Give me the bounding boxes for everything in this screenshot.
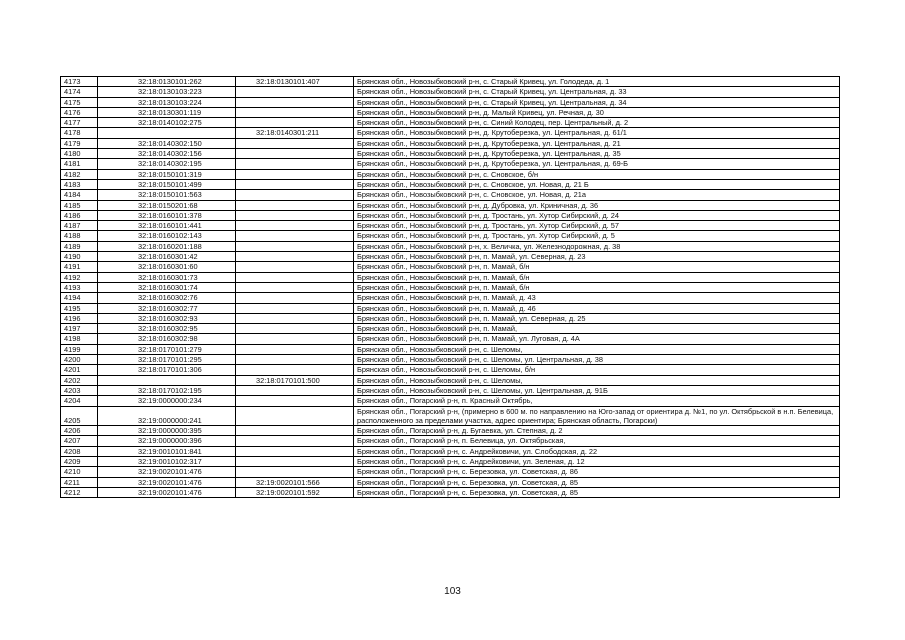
row-number-cell: 4196	[61, 313, 98, 323]
linked-cadastral-number-cell	[236, 241, 354, 251]
cadastral-number-cell: 32:19:0000000:241	[98, 406, 236, 426]
cadastral-number-cell: 32:18:0160301:73	[98, 272, 236, 282]
cadastral-number-cell	[98, 375, 236, 385]
row-number-cell: 4175	[61, 97, 98, 107]
table-row	[61, 487, 840, 497]
row-number-cell: 4195	[61, 303, 98, 313]
linked-cadastral-number-cell	[236, 313, 354, 323]
table-row	[61, 77, 840, 87]
row-number-cell: 4176	[61, 107, 98, 117]
cadastral-number-cell: 32:18:0170101:295	[98, 355, 236, 365]
linked-cadastral-number-cell	[236, 344, 354, 354]
linked-cadastral-number-cell	[236, 324, 354, 334]
row-number-cell: 4205	[61, 406, 98, 426]
address-cell: Брянская обл., Новозыбковский р-н, д. Дубровка, ул. Криничная, д. 36	[354, 200, 840, 210]
cadastral-number-cell: 32:18:0150101:499	[98, 179, 236, 189]
table-row	[61, 97, 840, 107]
table-row	[61, 456, 840, 466]
address-cell: Брянская обл., Новозыбковский р-н, с. Синий Колодец, пер. Центральный, д. 2	[354, 118, 840, 128]
address-cell: Брянская обл., Погарский р-н, с. Андрейковичи, ул. Зеленая, д. 12	[354, 456, 840, 466]
linked-cadastral-number-cell	[236, 365, 354, 375]
cadastral-number-cell: 32:19:0010102:317	[98, 456, 236, 466]
table-row	[61, 334, 840, 344]
table-row	[61, 128, 840, 138]
address-cell: Брянская обл., Новозыбковский р-н, п. Мамай, ул. Северная, д. 25	[354, 313, 840, 323]
address-cell: Брянская обл., Новозыбковский р-н, с. Шеломы,	[354, 375, 840, 385]
table-row	[61, 190, 840, 200]
table-row	[61, 200, 840, 210]
table-row	[61, 210, 840, 220]
cadastral-number-cell: 32:19:0000000:234	[98, 396, 236, 406]
linked-cadastral-number-cell	[236, 293, 354, 303]
address-cell: Брянская обл., Новозыбковский р-н, д. Тростань, ул. Хутор Сибирский, д. 5	[354, 231, 840, 241]
page-number: 103	[444, 586, 461, 597]
row-number-cell: 4174	[61, 87, 98, 97]
linked-cadastral-number-cell	[236, 149, 354, 159]
address-cell: Брянская обл., Новозыбковский р-н, п. Мамай, б/н	[354, 282, 840, 292]
table-row	[61, 467, 840, 477]
table-row	[61, 396, 840, 406]
row-number-cell: 4188	[61, 231, 98, 241]
row-number-cell: 4203	[61, 385, 98, 395]
cadastral-number-cell: 32:18:0140302:195	[98, 159, 236, 169]
linked-cadastral-number-cell	[236, 334, 354, 344]
address-cell: Брянская обл., Новозыбковский р-н, с. Старый Кривец, ул. Центральная, д. 34	[354, 97, 840, 107]
address-cell: Брянская обл., Погарский р-н, п. Красный Октябрь,	[354, 396, 840, 406]
table-row	[61, 138, 840, 148]
address-cell: Брянская обл., Новозыбковский р-н, с. Сновское, б/н	[354, 169, 840, 179]
table-row	[61, 262, 840, 272]
linked-cadastral-number-cell	[236, 303, 354, 313]
linked-cadastral-number-cell	[236, 159, 354, 169]
row-number-cell: 4200	[61, 355, 98, 365]
linked-cadastral-number-cell	[236, 87, 354, 97]
linked-cadastral-number-cell: 32:19:0020101:566	[236, 477, 354, 487]
address-cell: Брянская обл., Погарский р-н, (примерно в 600 м. по направлению на Юго-запад от ориентира д. №1, по ул. Октябрьской в н.п. Белевица, расположенного за пределами участка, адрес ориентира; Брянская область, Погарски)	[354, 406, 840, 426]
table-row	[61, 231, 840, 241]
linked-cadastral-number-cell	[236, 200, 354, 210]
address-cell: Брянская обл., Новозыбковский р-н, п. Мамай, б/н	[354, 272, 840, 282]
address-cell: Брянская обл., Новозыбковский р-н, д. Малый Кривец, ул. Речная, д. 30	[354, 107, 840, 117]
address-cell: Брянская обл., Новозыбковский р-н, с. Сновское, ул. Новая, д. 21 Б	[354, 179, 840, 189]
address-cell: Брянская обл., Новозыбковский р-н, с. Старый Кривец, ул. Голодеда, д. 1	[354, 77, 840, 87]
table-row	[61, 446, 840, 456]
linked-cadastral-number-cell	[236, 446, 354, 456]
linked-cadastral-number-cell	[236, 262, 354, 272]
table-row	[61, 241, 840, 251]
cadastral-number-cell: 32:18:0160302:95	[98, 324, 236, 334]
property-register-table	[60, 76, 840, 498]
cadastral-number-cell: 32:18:0170101:306	[98, 365, 236, 375]
linked-cadastral-number-cell	[236, 456, 354, 466]
address-cell: Брянская обл., Новозыбковский р-н, п. Мамай, ул. Луговая, д. 4А	[354, 334, 840, 344]
row-number-cell: 4193	[61, 282, 98, 292]
linked-cadastral-number-cell	[236, 436, 354, 446]
cadastral-number-cell: 32:19:0020101:476	[98, 487, 236, 497]
linked-cadastral-number-cell	[236, 118, 354, 128]
address-cell: Брянская обл., Новозыбковский р-н, д. Крутоберезка, ул. Центральная, д. 21	[354, 138, 840, 148]
table-row	[61, 149, 840, 159]
address-cell: Брянская обл., Новозыбковский р-н, с. Шеломы, б/н	[354, 365, 840, 375]
table-row	[61, 252, 840, 262]
table-row	[61, 426, 840, 436]
cadastral-number-cell: 32:18:0150101:563	[98, 190, 236, 200]
table-row	[61, 159, 840, 169]
cadastral-number-cell: 32:18:0160301:42	[98, 252, 236, 262]
row-number-cell: 4212	[61, 487, 98, 497]
table-row	[61, 406, 840, 426]
linked-cadastral-number-cell	[236, 107, 354, 117]
row-number-cell: 4197	[61, 324, 98, 334]
linked-cadastral-number-cell	[236, 169, 354, 179]
address-cell: Брянская обл., Новозыбковский р-н, п. Мамай, ул. Северная, д. 23	[354, 252, 840, 262]
linked-cadastral-number-cell: 32:18:0170101:500	[236, 375, 354, 385]
table-row	[61, 355, 840, 365]
row-number-cell: 4180	[61, 149, 98, 159]
table-row	[61, 221, 840, 231]
cadastral-number-cell: 32:19:0000000:395	[98, 426, 236, 436]
row-number-cell: 4185	[61, 200, 98, 210]
cadastral-number-cell: 32:18:0170101:279	[98, 344, 236, 354]
cadastral-number-cell: 32:18:0130103:224	[98, 97, 236, 107]
table-row	[61, 385, 840, 395]
row-number-cell: 4181	[61, 159, 98, 169]
address-cell: Брянская обл., Новозыбковский р-н, п. Мамай, д. 43	[354, 293, 840, 303]
table-row	[61, 375, 840, 385]
table-row	[61, 87, 840, 97]
row-number-cell: 4210	[61, 467, 98, 477]
row-number-cell: 4202	[61, 375, 98, 385]
row-number-cell: 4186	[61, 210, 98, 220]
row-number-cell: 4206	[61, 426, 98, 436]
linked-cadastral-number-cell	[236, 231, 354, 241]
table-row	[61, 118, 840, 128]
address-cell: Брянская обл., Новозыбковский р-н, п. Мамай, б/н	[354, 262, 840, 272]
cadastral-number-cell: 32:18:0130101:262	[98, 77, 236, 87]
cadastral-number-cell: 32:18:0160101:441	[98, 221, 236, 231]
row-number-cell: 4182	[61, 169, 98, 179]
row-number-cell: 4184	[61, 190, 98, 200]
address-cell: Брянская обл., Новозыбковский р-н, х. Величка, ул. Железнодорожная, д. 38	[354, 241, 840, 251]
cadastral-number-cell: 32:18:0160201:188	[98, 241, 236, 251]
cadastral-number-cell: 32:18:0130301:119	[98, 107, 236, 117]
row-number-cell: 4179	[61, 138, 98, 148]
cadastral-number-cell: 32:18:0140302:150	[98, 138, 236, 148]
row-number-cell: 4198	[61, 334, 98, 344]
linked-cadastral-number-cell	[236, 97, 354, 107]
linked-cadastral-number-cell: 32:18:0140301:211	[236, 128, 354, 138]
cadastral-number-cell: 32:18:0160302:77	[98, 303, 236, 313]
table-row	[61, 344, 840, 354]
row-number-cell: 4173	[61, 77, 98, 87]
cadastral-number-cell: 32:18:0160102:143	[98, 231, 236, 241]
table-row	[61, 282, 840, 292]
row-number-cell: 4209	[61, 456, 98, 466]
address-cell: Брянская обл., Новозыбковский р-н, д. Тростань, ул. Хутор Сибирский, д. 57	[354, 221, 840, 231]
linked-cadastral-number-cell	[236, 190, 354, 200]
linked-cadastral-number-cell	[236, 282, 354, 292]
table-row	[61, 313, 840, 323]
linked-cadastral-number-cell	[236, 272, 354, 282]
linked-cadastral-number-cell: 32:18:0130101:407	[236, 77, 354, 87]
row-number-cell: 4191	[61, 262, 98, 272]
table-row	[61, 107, 840, 117]
row-number-cell: 4199	[61, 344, 98, 354]
row-number-cell: 4207	[61, 436, 98, 446]
row-number-cell: 4190	[61, 252, 98, 262]
linked-cadastral-number-cell	[236, 467, 354, 477]
cadastral-number-cell: 32:18:0160302:76	[98, 293, 236, 303]
row-number-cell: 4187	[61, 221, 98, 231]
row-number-cell: 4178	[61, 128, 98, 138]
row-number-cell: 4192	[61, 272, 98, 282]
cadastral-number-cell: 32:19:0020101:476	[98, 467, 236, 477]
cadastral-number-cell: 32:18:0130103:223	[98, 87, 236, 97]
cadastral-number-cell: 32:18:0160301:74	[98, 282, 236, 292]
linked-cadastral-number-cell	[236, 426, 354, 436]
row-number-cell: 4183	[61, 179, 98, 189]
linked-cadastral-number-cell: 32:19:0020101:592	[236, 487, 354, 497]
cadastral-number-cell: 32:18:0160301:60	[98, 262, 236, 272]
address-cell: Брянская обл., Погарский р-н, с. Березовка, ул. Советская, д. 86	[354, 467, 840, 477]
linked-cadastral-number-cell	[236, 179, 354, 189]
address-cell: Брянская обл., Новозыбковский р-н, д. Крутоберезка, ул. Центральная, д. 35	[354, 149, 840, 159]
cadastral-number-cell: 32:19:0010101:841	[98, 446, 236, 456]
cadastral-number-cell: 32:18:0160302:98	[98, 334, 236, 344]
row-number-cell: 4194	[61, 293, 98, 303]
linked-cadastral-number-cell	[236, 355, 354, 365]
cadastral-number-cell: 32:18:0170102:195	[98, 385, 236, 395]
address-cell: Брянская обл., Новозыбковский р-н, д. Крутоберезка, ул. Центральная, д. 69-Б	[354, 159, 840, 169]
table-row	[61, 365, 840, 375]
cadastral-number-cell: 32:18:0160302:93	[98, 313, 236, 323]
row-number-cell: 4204	[61, 396, 98, 406]
address-cell: Брянская обл., Погарский р-н, с. Березовка, ул. Советская, д. 85	[354, 477, 840, 487]
table-row	[61, 477, 840, 487]
address-cell: Брянская обл., Новозыбковский р-н, с. Шеломы, ул. Центральная, д. 91Б	[354, 385, 840, 395]
address-cell: Брянская обл., Новозыбковский р-н, п. Мамай,	[354, 324, 840, 334]
address-cell: Брянская обл., Новозыбковский р-н, с. Шеломы, ул. Центральная, д. 38	[354, 355, 840, 365]
address-cell: Брянская обл., Погарский р-н, д. Бугаевка, ул. Степная, д. 2	[354, 426, 840, 436]
address-cell: Брянская обл., Погарский р-н, с. Березовка, ул. Советская, д. 85	[354, 487, 840, 497]
linked-cadastral-number-cell	[236, 396, 354, 406]
cadastral-number-cell: 32:19:0020101:476	[98, 477, 236, 487]
cadastral-number-cell: 32:18:0150201:68	[98, 200, 236, 210]
linked-cadastral-number-cell	[236, 252, 354, 262]
cadastral-number-cell: 32:18:0140302:156	[98, 149, 236, 159]
linked-cadastral-number-cell	[236, 210, 354, 220]
table-row	[61, 436, 840, 446]
row-number-cell: 4208	[61, 446, 98, 456]
linked-cadastral-number-cell	[236, 385, 354, 395]
table-row	[61, 169, 840, 179]
row-number-cell: 4211	[61, 477, 98, 487]
linked-cadastral-number-cell	[236, 406, 354, 426]
table-row	[61, 324, 840, 334]
linked-cadastral-number-cell	[236, 221, 354, 231]
address-cell: Брянская обл., Новозыбковский р-н, с. Шеломы,	[354, 344, 840, 354]
cadastral-number-cell	[98, 128, 236, 138]
table-row	[61, 179, 840, 189]
address-cell: Брянская обл., Новозыбковский р-н, с. Сновское, ул. Новая, д. 21а	[354, 190, 840, 200]
address-cell: Брянская обл., Новозыбковский р-н, с. Старый Кривец, ул. Центральная, д. 33	[354, 87, 840, 97]
address-cell: Брянская обл., Погарский р-н, с. Андрейковичи, ул. Слободская, д. 22	[354, 446, 840, 456]
linked-cadastral-number-cell	[236, 138, 354, 148]
table-row	[61, 272, 840, 282]
cadastral-number-cell: 32:18:0140102:275	[98, 118, 236, 128]
address-cell: Брянская обл., Новозыбковский р-н, д. Тростань, ул. Хутор Сибирский, д. 24	[354, 210, 840, 220]
row-number-cell: 4177	[61, 118, 98, 128]
address-cell: Брянская обл., Новозыбковский р-н, п. Мамай, д. 46	[354, 303, 840, 313]
address-cell: Брянская обл., Новозыбковский р-н, д. Крутоберезка, ул. Центральная, д. 61/1	[354, 128, 840, 138]
address-cell: Брянская обл., Погарский р-н, п. Белевица, ул. Октябрьская,	[354, 436, 840, 446]
table-row	[61, 293, 840, 303]
cadastral-number-cell: 32:19:0000000:396	[98, 436, 236, 446]
register-table-body	[61, 77, 840, 498]
row-number-cell: 4201	[61, 365, 98, 375]
cadastral-number-cell: 32:18:0150101:319	[98, 169, 236, 179]
cadastral-number-cell: 32:18:0160101:378	[98, 210, 236, 220]
row-number-cell: 4189	[61, 241, 98, 251]
table-row	[61, 303, 840, 313]
